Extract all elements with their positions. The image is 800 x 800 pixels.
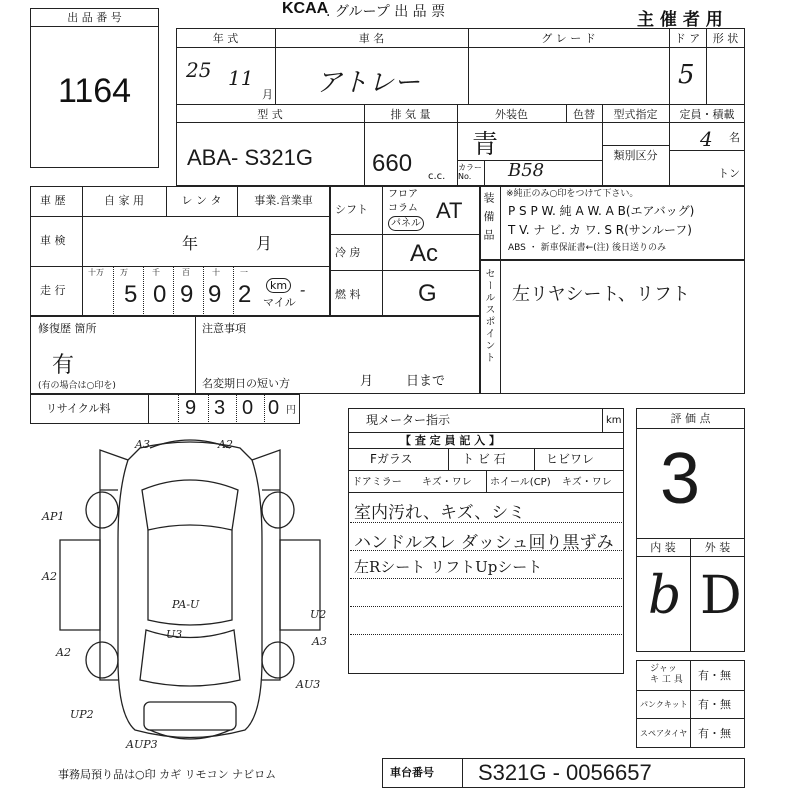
unit-10: 十 — [212, 268, 220, 277]
capacity-header: 定員・積載 — [679, 108, 735, 121]
recycle-label: リサイクル料 — [46, 402, 111, 415]
spare-label: スペアタイヤ — [640, 729, 688, 738]
inspector-title: 【 査 定 員 記 入 】 — [400, 434, 500, 447]
color-value: 青 — [472, 130, 499, 160]
lot-number: 1164 — [57, 72, 132, 110]
recycle-digit: 0 — [268, 397, 280, 419]
unit-1: 一 — [240, 268, 248, 277]
grade-header: グ レ ー ド — [541, 32, 596, 45]
mileage-km: km — [266, 278, 291, 293]
mileage-digit: 2 — [238, 281, 252, 308]
history-business: 事業.営業車 — [254, 194, 313, 207]
damage-mark: U2 — [310, 608, 327, 621]
glass-label: Fガラス — [370, 452, 413, 466]
model-header: 型 式 — [257, 108, 283, 121]
unit-100: 百 — [182, 268, 190, 277]
chassis-label: 車台番号 — [390, 766, 434, 779]
capacity-value: 4 — [700, 127, 713, 151]
load-unit: トン — [718, 167, 740, 180]
damage-mark: AP1 — [42, 510, 65, 523]
history-rental: レ ン タ — [181, 194, 222, 207]
shape-header: 形 状 — [712, 32, 739, 45]
cc-unit: c.c. — [428, 171, 446, 182]
damage-mark: A2 — [218, 438, 233, 451]
puncture-option: 有・無 — [698, 698, 731, 711]
damage-mark: AU3 — [296, 678, 321, 691]
inspector-comment: ハンドルスレ ダッシュ回り黒ずみ — [354, 533, 614, 553]
cc-value: 660 — [372, 150, 413, 177]
mirror-option: キズ・ワレ — [422, 477, 472, 488]
interior-label: 内 装 — [650, 541, 676, 554]
jack-label: ジャッキ 工 具 — [650, 664, 683, 685]
repair-label: 修復歴 箇所 — [38, 322, 97, 335]
damage-mark: PA-U — [172, 598, 200, 611]
meter-unit: km — [606, 415, 622, 426]
inspection-year: 年 — [182, 234, 199, 253]
car-name-header: 車 名 — [358, 32, 385, 45]
car-damage-diagram — [40, 430, 340, 760]
month-value: 11 — [228, 66, 254, 90]
brand-logo: KCAA — [282, 0, 329, 17]
exterior-score: D — [700, 566, 742, 626]
damage-mark: A3 — [312, 635, 327, 648]
mileage-digit: 9 — [180, 281, 194, 308]
damage-mark: U3 — [166, 628, 183, 641]
car-name-value: アトレー — [316, 68, 421, 98]
ac-value: Ac — [410, 240, 439, 267]
repair-note: (有の場合は○印を) — [38, 381, 116, 391]
sheet-title: . グループ 出 品 票 — [326, 4, 446, 20]
recycle-unit: 円 — [286, 405, 296, 416]
unit-10k: 万 — [120, 268, 128, 277]
inspection-month: 月 — [256, 234, 273, 253]
recycle-digit: 3 — [214, 397, 226, 419]
puncture-label: パンクキット — [640, 700, 688, 709]
mileage-label: 走 行 — [40, 284, 66, 297]
history-private: 自 家 用 — [104, 194, 144, 207]
sales-point-value: 左リヤシート、リフト — [512, 284, 690, 305]
organizer-label: 主 催 者 用 — [637, 10, 723, 30]
mileage-mile: マイル — [263, 296, 296, 309]
score-value: 3 — [660, 439, 701, 519]
year-value: 25 — [186, 58, 212, 82]
unit-1k: 千 — [152, 268, 160, 277]
mileage-digit: 0 — [153, 281, 167, 308]
equipment-note: ※純正のみ○印をつけて下さい。 — [506, 189, 639, 199]
model-designation-header: 型式指定 — [613, 108, 658, 121]
model-value: ABA- S321G — [187, 145, 313, 170]
damage-mark: AUP3 — [126, 738, 158, 751]
repair-value: 有 — [52, 353, 75, 378]
fuel-label: 燃 料 — [335, 288, 361, 301]
inspector-comment: 室内汚れ、キズ、シミ — [354, 503, 526, 523]
shift-column: コラム — [388, 203, 418, 214]
equipment-line2: T V. ナ ビ. カ ワ. S R(サンルーフ) — [508, 223, 692, 237]
notes-label: 注意事項 — [202, 322, 246, 335]
mileage-digit: 9 — [208, 281, 222, 308]
exterior-label: 外 装 — [704, 541, 731, 554]
ac-label: 冷 房 — [335, 246, 361, 259]
notes-day: 日まで — [406, 374, 446, 389]
history-label: 車 歴 — [40, 194, 66, 207]
lot-number-label: 出 品 番 号 — [67, 11, 122, 24]
interior-score: b — [648, 566, 682, 626]
shift-label: シフト — [335, 203, 368, 216]
class-header: 類別区分 — [613, 149, 658, 162]
damage-mark: A2 — [42, 570, 57, 583]
sales-point-label: セールスポイント — [483, 268, 494, 364]
color-header: 外装色 — [495, 108, 528, 121]
glass-chip: ト ビ 石 — [462, 452, 506, 466]
shift-value: AT — [436, 198, 463, 223]
color-no-value: B58 — [508, 160, 545, 181]
cc-header: 排 気 量 — [390, 108, 431, 121]
chassis-value: S321G - 0056657 — [478, 760, 652, 785]
damage-mark: A2 — [56, 646, 71, 659]
color-no-label: カラー No. — [458, 163, 482, 181]
shift-floor: フロア — [388, 189, 418, 200]
notes-month: 月 — [360, 374, 374, 389]
equipment-label: 装 備 品 — [482, 192, 495, 242]
mirror-label: ドアミラー — [352, 477, 402, 488]
damage-mark: A3 — [135, 438, 150, 451]
capacity-unit: 名 — [729, 131, 740, 144]
equipment-line1: P S P W. 純 A W. A B(エアバッグ) — [508, 204, 695, 218]
month-unit: 月 — [262, 88, 273, 101]
door-header: ド ア — [674, 32, 701, 45]
inspection-label: 車 検 — [40, 234, 66, 247]
score-label: 評 価 点 — [670, 412, 711, 425]
damage-mark: UP2 — [70, 708, 94, 721]
shift-panel: パネル — [388, 216, 424, 231]
wheel-option: キズ・ワレ — [562, 477, 612, 488]
office-note: 事務局預り品は○印 カギ リモコン ナビロム — [58, 768, 277, 781]
recycle-digit: 0 — [242, 397, 254, 419]
jack-option: 有・無 — [698, 669, 731, 682]
meter-label: 現メーター指示 — [366, 413, 451, 427]
unit-100k: 十万 — [88, 268, 104, 277]
fuel-value: G — [418, 280, 437, 307]
notes-short-label: 名変期日の短い方 — [202, 377, 290, 390]
spare-option: 有・無 — [698, 727, 731, 740]
color-change-header: 色替 — [573, 108, 595, 121]
inspector-comment: 左Rシート リフトUpシート — [354, 558, 543, 576]
mileage-digit: 5 — [124, 281, 138, 308]
glass-crack: ヒビワレ — [546, 452, 595, 466]
doors-value: 5 — [678, 60, 695, 90]
recycle-digit: 9 — [185, 397, 197, 419]
year-header: 年 式 — [212, 32, 239, 45]
equipment-line3: ABS ・ 新車保証書←(注) 後日送りのみ — [508, 243, 667, 253]
wheel-label: ホイール(CP) — [490, 477, 551, 488]
